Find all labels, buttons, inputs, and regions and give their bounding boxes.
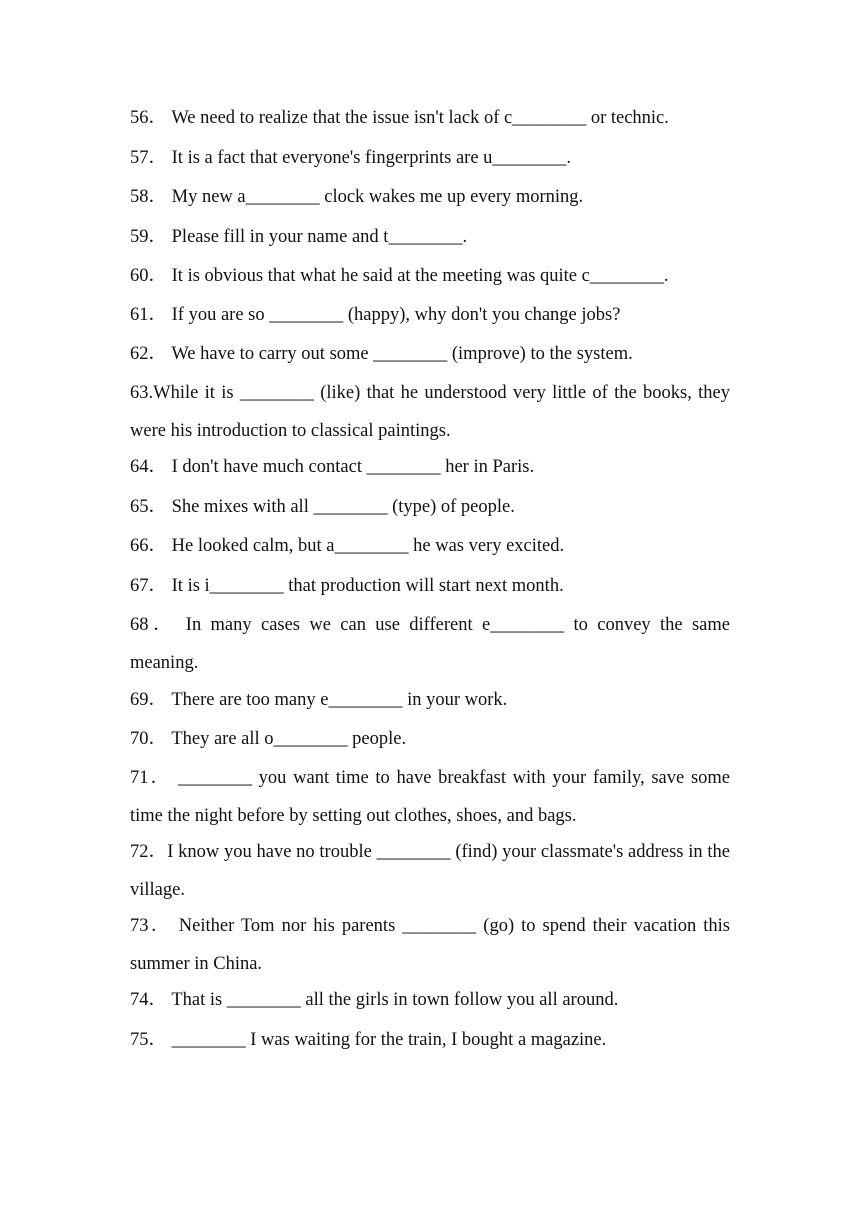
question-number: 75．	[130, 1030, 168, 1050]
question-number: 56．	[130, 108, 168, 128]
question-number: 73．	[130, 916, 172, 936]
question-text: In many cases we can use different e________ to convey the same meaning.	[130, 615, 730, 673]
question-number: 60．	[130, 266, 168, 286]
question-71	[130, 759, 730, 835]
question-58	[130, 187, 730, 207]
question-number: 64．	[130, 457, 168, 477]
question-text: She mixes with all ________ (type) of people.	[171, 497, 515, 517]
question-number: 68．	[130, 615, 177, 635]
question-62	[130, 344, 730, 364]
question-number: 65．	[130, 497, 168, 517]
question-text: If you are so ________ (happy), why don't you change jobs?	[171, 305, 621, 325]
question-56	[130, 108, 730, 128]
question-number: 69．	[130, 690, 168, 710]
question-text: My new a________ clock wakes me up every morning.	[171, 187, 584, 207]
question-57	[130, 148, 730, 168]
question-number: 67．	[130, 576, 168, 596]
question-text: It is i________ that production will start next month.	[171, 576, 564, 596]
question-text: They are all o________ people.	[171, 729, 407, 749]
question-text: Please fill in your name and t________.	[171, 227, 468, 247]
question-text: Neither Tom nor his parents ________ (go) to spend their vacation this summer in China.	[130, 916, 730, 974]
question-text: We need to realize that the issue isn't lack of c________ or technic.	[171, 108, 669, 128]
question-text: It is obvious that what he said at the meeting was quite c________.	[171, 266, 669, 286]
question-number: 71．	[130, 768, 172, 788]
question-61	[130, 305, 730, 325]
question-number: 62．	[130, 344, 168, 364]
question-number: 59．	[130, 227, 168, 247]
question-text: He looked calm, but a________ he was very excited.	[171, 536, 565, 556]
question-69	[130, 690, 730, 710]
question-number: 61．	[130, 305, 168, 325]
question-68	[130, 606, 730, 682]
question-number: 66．	[130, 536, 168, 556]
question-text: There are too many e________ in your work.	[171, 690, 508, 710]
question-text: I know you have no trouble ________ (find) your classmate's address in the village.	[130, 842, 730, 900]
question-text: While it is ________ (like) that he understood very little of the books, they were his introduction to classical paintings.	[130, 383, 730, 441]
question-75	[130, 1030, 730, 1050]
question-text: That is ________ all the girls in town follow you all around.	[171, 990, 619, 1010]
question-text: We have to carry out some ________ (improve) to the system.	[171, 344, 633, 364]
question-number: 58．	[130, 187, 168, 207]
question-number: 74．	[130, 990, 168, 1010]
question-text: ________ you want time to have breakfast with your family, save some time the night before by setting out clothes, shoes, and bags.	[130, 768, 731, 826]
question-64	[130, 457, 730, 477]
question-number: 70．	[130, 729, 168, 749]
question-72	[130, 833, 730, 909]
question-65	[130, 497, 730, 517]
question-70	[130, 729, 730, 749]
question-text: I don't have much contact ________ her in Paris.	[171, 457, 535, 477]
question-text: It is a fact that everyone's fingerprints are u________.	[171, 148, 572, 168]
question-text: ________ I was waiting for the train, I bought a magazine.	[171, 1030, 607, 1050]
question-number: 63.	[130, 383, 154, 403]
question-number: 72．	[130, 842, 168, 862]
question-74	[130, 990, 730, 1010]
question-59	[130, 227, 730, 247]
question-number: 57．	[130, 148, 168, 168]
question-66	[130, 536, 730, 556]
question-73	[130, 907, 730, 983]
question-67	[130, 576, 730, 596]
question-60	[130, 266, 730, 286]
question-63	[130, 374, 730, 450]
